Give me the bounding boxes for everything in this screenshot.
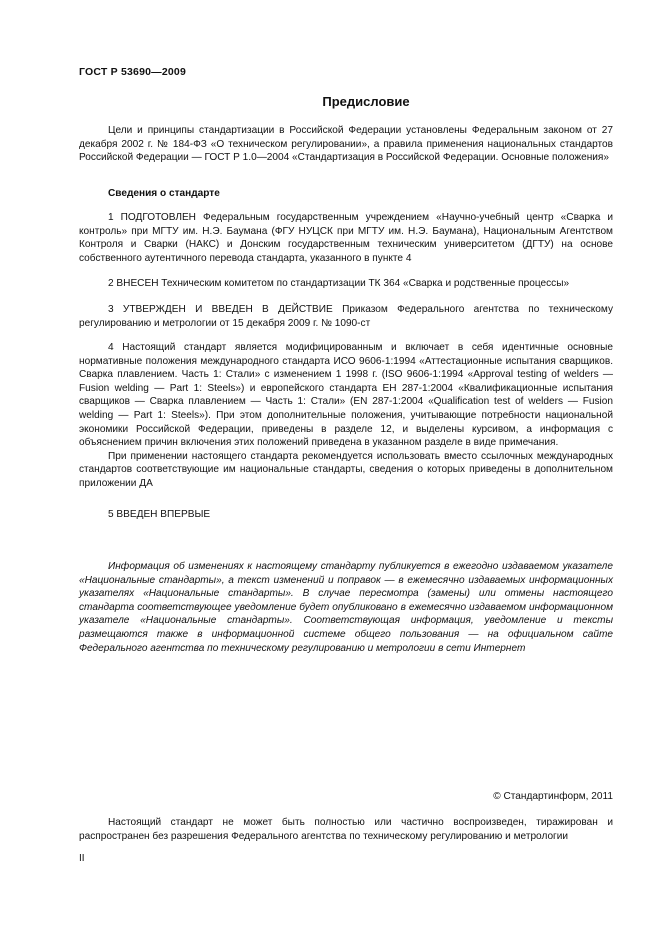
item-5-paragraph: 5 ВВЕДЕН ВПЕРВЫЕ [108, 509, 211, 520]
item-1-block [79, 211, 613, 265]
reproduction-notice-paragraph: Настоящий стандарт не может быть полностью или частично воспроизведен, тиражирован и распространен без разрешения Федерального агентства по техническому регулированию и метрологии [79, 817, 613, 842]
page-number: II [79, 853, 85, 864]
page-title: Предисловие [322, 94, 410, 109]
item-4-note-paragraph: При применении настоящего стандарта рекомендуется использовать вместо ссылочных международных стандартов соответствующие им национальные стандарты, сведения о которых приведены в дополнительном приложении ДА [79, 450, 613, 489]
copyright-notice: © Стандартинформ, 2011 [493, 791, 613, 802]
section-heading: Сведения о стандарте [108, 188, 220, 199]
item-2-paragraph: 2 ВНЕСЕН Техническим комитетом по стандартизации ТК 364 «Сварка и родственные процессы» [108, 278, 570, 289]
reproduction-notice-block [79, 816, 613, 843]
intro-paragraph: Цели и принципы стандартизации в Российской Федерации установлены Федеральным законом от 27 декабря 2002 г. № 184-ФЗ «О техническом регулировании», а правила применения национальных стандартов Российской Федерации — ГОСТ Р 1.0—2004 «Стандартизация в Российской Федерации. Основные положения» [79, 125, 613, 164]
document-code: ГОСТ Р 53690—2009 [79, 66, 187, 78]
item-4-paragraph: 4 Настоящий стандарт является модифицированным и включает в себя идентичные основные нормативные положения международного стандарта ИСО 9606-1:1994 «Аттестационные испытания сварщиков. Сварка плавлением. Часть 1: Стали» с изменением 1 1998 г. (ISO 9606-1:1994 «Approval testing of welders — Fusion welding — Part 1: Steels») и европейского стандарта ЕН 287-1:2004 «Квалификационные испытания сварщиков — Сварка плавлением — Часть 1: Стали» (EN 287-1:2004 «Qualification test of welders — Fusion welding — Part 1: Steels»). При этом дополнительные положения, учитывающие потребности национальной экономики Российской Федерации, приведены в разделе 12, и выделены курсивом, а информация с объяснением причин включения этих положений приведена в указанном разделе в виде примечания. [79, 342, 613, 449]
item-2-block [79, 277, 613, 291]
item-3-block [79, 303, 613, 330]
item-5-block [79, 508, 613, 522]
info-notice-block [79, 560, 613, 655]
item-1-paragraph: 1 ПОДГОТОВЛЕН Федеральным государственным учреждением «Научно-учебный центр «Сварка и контроль» при МГТУ им. Н.Э. Баумана (ФГУ НУЦСК при МГТУ им. Н.Э. Баумана), Национальным Агентством Контроля и Сварки (НАКС) и Донским государственным техническим университетом (ДГТУ) на основе собственного аутентичного перевода стандарта, указанного в пункте 4 [79, 212, 613, 264]
item-3-paragraph: 3 УТВЕРЖДЕН И ВВЕДЕН В ДЕЙСТВИЕ Приказом Федерального агентства по техническому регулированию и метрологии от 15 декабря 2009 г. № 1090-ст [79, 304, 613, 329]
info-notice-paragraph: Информация об изменениях к настоящему стандарту публикуется в ежегодно издаваемом указателе «Национальные стандарты», а текст изменений и поправок — в ежемесячно издаваемых информационных указателях «Национальные стандарты». В случае пересмотра (замены) или отмены настоящего стандарта соответствующее уведомление будет опубликовано в ежемесячно издаваемом информационном указателе «Национальные стандарты». Соответствующая информация, уведомление и тексты размещаются также в информационной системе общего пользования — на официальном сайте Федерального агентства по техническому регулированию и метрологии в сети Интернет [79, 561, 613, 654]
item-4-block [79, 341, 613, 491]
intro-paragraph-block [79, 124, 613, 165]
